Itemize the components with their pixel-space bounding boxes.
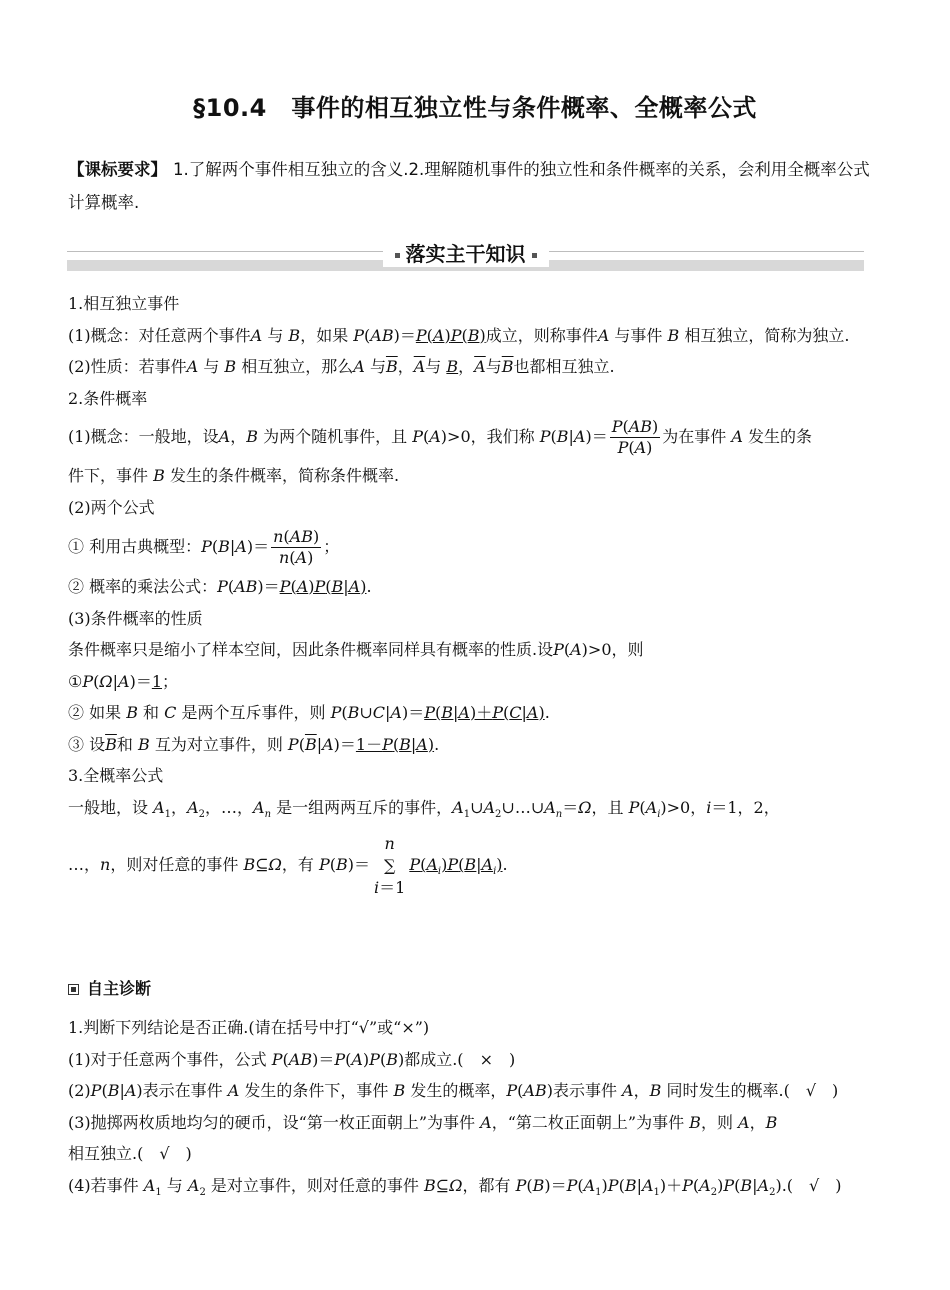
answer-blank: P(A)P(B|A) xyxy=(279,577,367,596)
judgement-item: (3)抛掷两枚质地均匀的硬币，设“第一枚正面朝上”为事件 A，“第二枚正面朝上”为事件 B，则 A，B xyxy=(68,1112,778,1132)
formula-line: ③ 设$\overline{B}$和 B 互为对立事件，则 $P(\overline{B}|A)=1-P(B|A)$. xyxy=(68,734,440,754)
paragraph: (2)性质：若事件A 与 B 相互独立，那么A 与$\overline{B}$，$\overline{A}$与 B，$\overline{A}$与$\overline{B}$也都相互独立. xyxy=(68,357,615,376)
section-heading: 2.条件概率 xyxy=(68,388,148,408)
banner-dot-icon xyxy=(395,253,400,258)
fraction: $\frac{P(AB)}{P(A)}$ xyxy=(611,417,659,457)
paragraph: 件下，事件 B 发生的条件概率，简称条件概率. xyxy=(68,466,400,485)
answer-mark: √ xyxy=(805,1081,817,1100)
self-diagnosis-heading: 自主诊断 xyxy=(68,976,151,999)
answer-blank: P(A)P(B) xyxy=(415,325,486,345)
paragraph: 一般地，设 $A_1$，$A_2$，…，$A_n$ 是一组两两互斥的事件，$A_1\cup A_2\cup\dots\cup A_n=\Omega$，且 $P(A_i)>0$，i＝1，2， xyxy=(68,797,780,820)
formula-line: ① 利用古典概型：P(B|A)＝ $\frac{n(AB)}{n(A)}$ ； xyxy=(68,527,340,567)
section-banner xyxy=(67,236,864,272)
answer-blank: $P(A_i)P(B|A_i)$ xyxy=(409,855,503,878)
answer-mark: √ xyxy=(159,1144,170,1163)
formula-line: ② 如果 B 和 C 是两个互斥事件，则 P(B∪C|A)＝P(B|A)＋P(C|A). xyxy=(68,703,550,722)
judgement-item: (2)P(B|A)表示在事件 A 发生的条件下，事件 B 发生的概率，P(AB)表示事件 A，B 同时发生的概率.( √ ) xyxy=(68,1081,839,1100)
knowledge-content xyxy=(68,288,884,907)
judgement-item: (4)若事件 $A_1$ 与 $A_2$ 是对立事件，则对任意的事件 B⊆Ω，都有 $P(B)=P(A_1)P(B|A_1)+P(A_2)P(B|A_2)$.( √ ) xyxy=(68,1175,842,1198)
diagnosis-questions xyxy=(68,1012,884,1208)
square-icon xyxy=(68,984,79,995)
paragraph: 条件概率只是缩小了样本空间，因此条件概率同样具有概率的性质.设P(A)>0，则 xyxy=(68,640,644,659)
requirement-tag: 【课标要求】 xyxy=(68,160,167,179)
banner-text: 落实主干知识 xyxy=(405,242,526,266)
formula-line: ② 概率的乘法公式：P(AB)＝P(A)P(B|A). xyxy=(68,577,372,596)
answer-blank: 1－P(B|A) xyxy=(355,734,435,754)
banner-dot-icon xyxy=(532,253,537,258)
subheading: (3)条件概率的性质 xyxy=(68,608,203,628)
banner-label xyxy=(383,238,549,267)
answer-mark: × xyxy=(479,1049,493,1069)
page-title: §10.4 事件的相互独立性与条件概率、全概率公式 xyxy=(193,94,757,122)
answer-mark: √ xyxy=(809,1175,820,1195)
formula-line: …，n，则对任意的事件 B⊆Ω，有 P(B)＝ n ∑ i＝1 $P(A_i)P(B|A_i)$. xyxy=(68,833,508,897)
paragraph: (1)概念：对任意两个事件A 与 B，如果 P(AB)＝P(A)P(B)成立，则称事件A 与事件 B 相互独立，简称为独立. xyxy=(68,325,850,345)
fraction: $\frac{n(AB)}{n(A)}$ xyxy=(273,527,320,567)
section-heading: 3.全概率公式 xyxy=(68,766,164,785)
section-heading: 1.相互独立事件 xyxy=(68,294,180,313)
question: 1.判断下列结论是否正确.(请在括号中打“√”或“×”) xyxy=(68,1018,430,1037)
answer-blank: P(B|A)＋P(C|A) xyxy=(424,703,545,722)
requirement-text: 1.了解两个事件相互独立的含义.2.理解随机事件的独立性和条件概率的关系，会利用全概率公式计算概率. xyxy=(68,160,870,212)
summation: n ∑ i＝1 xyxy=(374,833,406,897)
subheading: (2)两个公式 xyxy=(68,497,155,517)
formula-line: ①P(Ω|A)＝1； xyxy=(68,671,179,691)
judgement-item: (1)对于任意两个事件，公式 P(AB)＝P(A)P(B)都成立.( × ) xyxy=(68,1049,516,1069)
paragraph: (1)概念：一般地，设A，B 为两个随机事件，且 P(A)>0，我们称 P(B|A)＝ $\frac{P(AB)}{P(A)}$ 为在事件 A 发生的条 xyxy=(68,417,813,457)
curriculum-requirement xyxy=(68,153,884,219)
answer-blank: 1 xyxy=(151,671,163,691)
judgement-item: 相互独立.( √ ) xyxy=(68,1144,192,1163)
